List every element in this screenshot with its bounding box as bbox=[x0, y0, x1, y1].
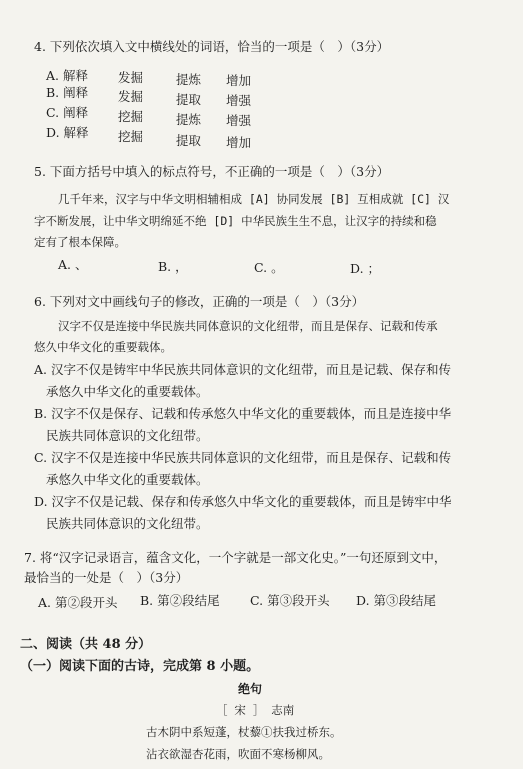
q4-option-c-w1: 挖掘 bbox=[118, 109, 144, 124]
q6-option-a-line-1: A. 汉字不仅是铸牢中华民族共同体意识的文化纽带，而且是记载、保存和传 bbox=[34, 362, 451, 377]
q4-option-c-label: C. 阐释 bbox=[46, 105, 89, 120]
q7-stem-line-1: 7. 将“汉字记录语言，蕴含文化，一个字就是一部文化史。”一句还原到文中， bbox=[24, 550, 447, 565]
q5-stem: 5. 下面方括号中填入的标点符号，不正确的一项是（ ）（3分） bbox=[34, 164, 390, 179]
q7-option-d: D. 第③段结尾 bbox=[356, 593, 437, 608]
q7-option-b: B. 第②段结尾 bbox=[140, 593, 220, 608]
q6-option-b-line-1: B. 汉字不仅是保存、记载和传承悠久中华文化的重要载体，而且是连接中华 bbox=[34, 406, 452, 421]
q6-sentence-line-2: 悠久中华文化的重要载体。 bbox=[34, 340, 172, 354]
q6-option-d-line-1: D. 汉字不仅是记载、保存和传承悠久中华文化的重要载体，而且是铸牢中华 bbox=[34, 494, 452, 509]
q4-option-a-label: A. 解释 bbox=[46, 68, 88, 83]
q4-option-d-label: D. 解释 bbox=[46, 125, 89, 140]
q4-option-d-w1: 挖掘 bbox=[118, 129, 144, 144]
q4-option-d-w2: 提取 bbox=[176, 133, 202, 148]
q6-stem: 6. 下列对文中画线句子的修改，正确的一项是（ ）（3分） bbox=[34, 294, 365, 309]
q4-option-b-w2: 提取 bbox=[176, 92, 202, 107]
q6-option-a-line-2: 承悠久中华文化的重要载体。 bbox=[46, 384, 209, 399]
q4-option-b-w3: 增强 bbox=[226, 93, 252, 108]
poem-line-2: 沾衣欲湿杏花雨，吹面不寒杨柳风。 bbox=[146, 747, 330, 761]
q5-passage-line-2: 字不断发展，让中华文明绵延不绝 [D] 中华民族生生不息，让汉字的持续和稳 bbox=[34, 214, 437, 228]
q6-option-c-line-1: C. 汉字不仅是连接中华民族共同体意识的文化纽带，而且是保存、记载和传 bbox=[34, 450, 452, 465]
poem-line-1: 古木阴中系短蓬，杖藜①扶我过桥东。 bbox=[146, 725, 342, 739]
poem-title: 绝句 bbox=[238, 682, 263, 696]
q6-option-c-line-2: 承悠久中华文化的重要载体。 bbox=[46, 472, 209, 487]
q7-option-c: C. 第③段开头 bbox=[250, 593, 330, 608]
q7-stem-line-2: 最恰当的一处是（ ）（3分） bbox=[24, 570, 189, 585]
q4-option-b-label: B. 阐释 bbox=[46, 85, 89, 100]
q5-option-a: A. 、 bbox=[58, 257, 88, 272]
q5-option-d: D. ； bbox=[350, 261, 381, 276]
q6-option-d-line-2: 民族共同体意识的文化纽带。 bbox=[46, 516, 209, 531]
q4-option-a-w1: 发掘 bbox=[118, 70, 144, 85]
section-subheading: （一）阅读下面的古诗，完成第 8 小题。 bbox=[20, 659, 260, 674]
q4-option-c-w3: 增强 bbox=[226, 113, 252, 128]
q4-option-a-w2: 提炼 bbox=[176, 72, 202, 87]
q4-stem: 4. 下列依次填入文中横线处的词语，恰当的一项是（ ）（3分） bbox=[34, 39, 390, 54]
q5-option-b: B. ， bbox=[158, 259, 188, 274]
q6-option-b-line-2: 民族共同体意识的文化纽带。 bbox=[46, 428, 209, 443]
q4-option-c-w2: 提炼 bbox=[176, 112, 202, 127]
section-heading: 二、阅读（共 48 分） bbox=[20, 637, 152, 652]
q6-sentence-line-1: 汉字不仅是连接中华民族共同体意识的文化纽带，而且是保存、记载和传承 bbox=[58, 319, 438, 333]
q5-passage-line-3: 定有了根本保障。 bbox=[34, 235, 126, 249]
q5-passage-line-1: 几千年来，汉字与中华文明相辅相成 [A] 协同发展 [B] 互相成就 [C] 汉 bbox=[58, 192, 450, 206]
q7-option-a: A. 第②段开头 bbox=[38, 595, 118, 610]
q4-option-a-w3: 增加 bbox=[226, 73, 252, 88]
q4-option-b-w1: 发掘 bbox=[118, 89, 144, 104]
poem-author: ［ 宋 ］ 志南 bbox=[216, 703, 295, 717]
q5-option-c: C. 。 bbox=[254, 260, 284, 275]
q4-option-d-w3: 增加 bbox=[226, 135, 252, 150]
